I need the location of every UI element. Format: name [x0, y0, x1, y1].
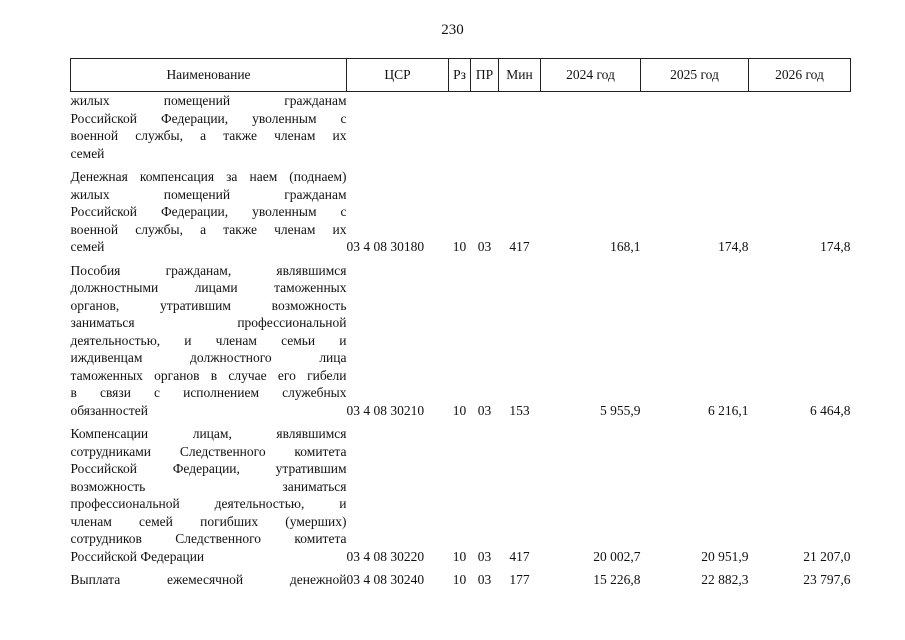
- row-description: [71, 262, 347, 426]
- value-2025: 6 216,1: [708, 402, 749, 418]
- pr-code: 03: [477, 548, 492, 564]
- description-line: жилых помещений гражданам: [70, 186, 347, 202]
- value-2024: 20 002,7: [593, 548, 641, 564]
- budget-table: [70, 58, 851, 595]
- table-row: [71, 425, 851, 571]
- value-2024: 5 955,9: [600, 402, 641, 418]
- header-2024: 2024 год: [541, 59, 641, 92]
- row-description: [71, 425, 347, 571]
- description-line: возможность заниматься: [70, 478, 347, 494]
- description-line: сотрудников Следственного комитета: [70, 531, 347, 546]
- value-2026: 6 464,8: [810, 402, 851, 418]
- description-line: таможенных органов в случае его гибели: [70, 367, 347, 383]
- min-code: [499, 92, 541, 169]
- value-2025: 20 951,9: [701, 548, 749, 564]
- description-line: иждивенцам должностного лица: [70, 350, 347, 365]
- value-2025: 174,8: [718, 239, 749, 254]
- description-line: сотрудниками Следственного комитета: [70, 443, 347, 459]
- header-min: Мин: [499, 59, 541, 92]
- csr-code: 03 4 08 30220: [346, 548, 425, 564]
- description-line: Денежная компенсация за наем (поднаем): [70, 169, 347, 184]
- csr-code: 03 4 08 30210: [346, 402, 425, 418]
- description-line: Российской Федерации: [70, 548, 205, 564]
- value-2024: 15 226,8: [593, 572, 641, 587]
- description-line: Российской Федерации, утратившим: [70, 461, 347, 476]
- value-2024: [541, 92, 641, 169]
- description-line: деятельностью, и членам семьи и: [70, 332, 347, 348]
- row-description: [71, 92, 347, 169]
- value-2025: [641, 92, 749, 169]
- description-line: заниматься профессиональной: [70, 315, 347, 330]
- min-code: 153: [509, 402, 530, 418]
- description-line: Выплата ежемесячной денежной: [70, 572, 347, 587]
- value-2026: 23 797,6: [803, 572, 851, 587]
- page-number: 230: [441, 22, 464, 38]
- header-2026: 2026 год: [749, 59, 851, 92]
- header-name: Наименование: [71, 59, 347, 92]
- table-row: [71, 168, 851, 262]
- header-pr: ПР: [471, 59, 499, 92]
- description-line: профессиональной деятельностью, и: [70, 496, 347, 511]
- description-line: Российской Федерации, уволенным с: [70, 110, 347, 126]
- header-2025: 2025 год: [641, 59, 749, 92]
- header-rz: Рз: [449, 59, 471, 92]
- min-code: 417: [509, 548, 530, 564]
- row-description: [71, 168, 347, 262]
- header-csr: ЦСР: [347, 59, 449, 92]
- rz-code: 10: [452, 402, 467, 418]
- rz-code: [449, 92, 471, 169]
- description-line: военной службы, а также членам их: [70, 128, 347, 143]
- rz-code: 10: [452, 548, 467, 564]
- csr-code: 03 4 08 30240: [346, 572, 425, 587]
- description-line: членам семей погибших (умерших): [70, 513, 347, 529]
- table-row: [71, 571, 851, 595]
- description-line: должностными лицами таможенных: [70, 280, 347, 295]
- description-line: семей: [70, 145, 105, 161]
- pr-code: 03: [477, 402, 492, 418]
- table-header-row: [71, 59, 851, 92]
- pr-code: 03: [477, 239, 492, 254]
- csr-code: [347, 92, 449, 169]
- csr-code: 03 4 08 30180: [346, 239, 425, 254]
- value-2025: 22 882,3: [701, 572, 749, 587]
- description-line: органов, утратившим возможность: [70, 297, 347, 313]
- min-code: 177: [509, 572, 530, 587]
- description-line: жилых помещений гражданам: [70, 93, 347, 108]
- row-description: [71, 571, 347, 595]
- table-row: [71, 262, 851, 426]
- min-code: 417: [509, 239, 530, 254]
- value-2026: 21 207,0: [803, 548, 851, 564]
- description-line: Компенсации лицам, являвшимся: [70, 426, 347, 441]
- rz-code: 10: [452, 572, 467, 587]
- description-line: обязанностей: [70, 402, 148, 418]
- rz-code: 10: [452, 239, 467, 254]
- value-2024: 168,1: [610, 239, 641, 254]
- description-line: в связи с исполнением служебных: [70, 385, 347, 400]
- table-row: [71, 92, 851, 169]
- pr-code: 03: [477, 572, 492, 587]
- pr-code: [471, 92, 499, 169]
- description-line: Российской Федерации, уволенным с: [70, 204, 347, 219]
- value-2026: [749, 92, 851, 169]
- description-line: Пособия гражданам, являвшимся: [70, 262, 347, 278]
- value-2026: 174,8: [820, 239, 851, 254]
- description-line: семей: [70, 239, 105, 254]
- description-line: военной службы, а также членам их: [70, 221, 347, 237]
